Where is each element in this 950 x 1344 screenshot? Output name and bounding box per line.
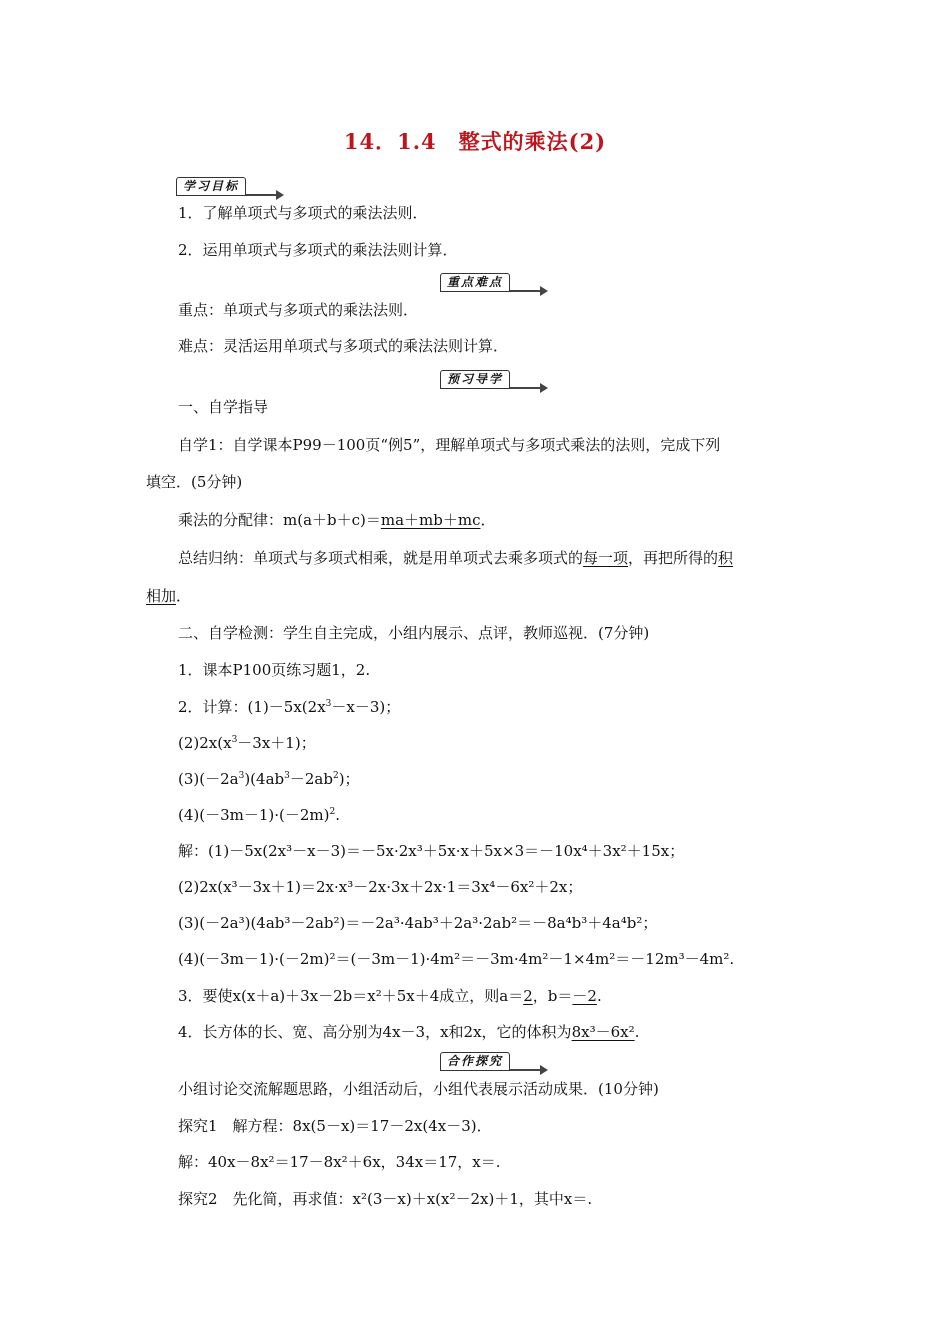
answer-blank: 8x³－6x² — [571, 1023, 635, 1041]
answer-blank: 积 — [718, 549, 734, 567]
explore-1-solution: 解：40x－8x²＝17－8x²＋6x，34x＝17，x＝. — [178, 1153, 501, 1171]
answer-blank: 2 — [523, 987, 533, 1005]
exponent: 3 — [238, 771, 245, 781]
section-badge-keypoints — [440, 270, 550, 292]
exponent: 3 — [284, 771, 290, 781]
explore-1: 探究1 解方程：8x(5－x)＝17－2x(4x－3)． — [178, 1117, 492, 1135]
text: －3x＋1)； — [237, 734, 316, 752]
keypoint-1: 重点：单项式与多项式的乘法法则． — [178, 301, 419, 319]
section-badge-goals — [176, 174, 286, 196]
solution-3: (3)(－2a³)(4ab³－2ab²)＝－2a³·4ab³＋2a³·2ab²＝－8a⁴b³＋4a⁴b²； — [178, 914, 658, 932]
badge-label: 合作探究 — [440, 1052, 510, 1071]
arrow-right-icon — [540, 286, 548, 296]
question-3 — [178, 986, 602, 1006]
question-2-part-3 — [178, 769, 360, 789]
text: 乘法的分配律：m(a＋b＋c)＝ — [178, 511, 381, 529]
text: 总结归纳：单项式与多项式相乘，就是用单项式去乘多项式的 — [178, 549, 584, 567]
text: ． — [176, 587, 192, 605]
text: －x－3)； — [331, 698, 401, 716]
text: (2)2x(x — [178, 734, 232, 752]
text: 2．计算：(1)－5x(2x — [178, 698, 326, 716]
text: 4．长方体的长、宽、高分别为4x－3，x和2x，它的体积为 — [178, 1023, 572, 1041]
text: )(4ab — [244, 770, 285, 788]
self-study-1: 自学1：自学课本P99－100页“例5”，理解单项式与多项式乘法的法则，完成下列 — [178, 436, 721, 454]
arrow-right-icon — [540, 1065, 548, 1075]
question-1: 1．课本P100页练习题1，2. — [178, 661, 371, 679]
self-study-1-cont: 填空．(5分钟) — [146, 473, 243, 491]
section-self-check: 二、自学检测：学生自主完成，小组内展示、点评，教师巡视．(7分钟) — [178, 624, 650, 642]
answer-blank: ma＋mb＋mc — [380, 511, 481, 529]
text: )； — [338, 770, 360, 788]
goal-1: 1．了解单项式与多项式的乘法法则． — [178, 204, 428, 222]
goal-2: 2．运用单项式与多项式的乘法法则计算． — [178, 241, 458, 259]
arrow-right-icon — [276, 190, 284, 200]
text: －2ab — [289, 770, 333, 788]
summary-rule-cont — [146, 586, 191, 606]
exponent: 2 — [332, 771, 339, 781]
solution-4: (4)(－3m－1)·(－2m)²＝(－3m－1)·4m²＝－3m·4m²－1×4m²＝－12m³－4m². — [178, 950, 735, 968]
text: . — [634, 1023, 640, 1041]
exponent: 3 — [231, 735, 238, 745]
arrow-right-icon — [540, 383, 548, 393]
text: . — [335, 806, 341, 824]
text: ，b＝ — [532, 987, 573, 1005]
answer-blank: 每一项 — [583, 549, 629, 567]
badge-label: 预习导学 — [440, 370, 510, 389]
section-badge-preview — [440, 367, 550, 389]
solution-1: 解：(1)－5x(2x³－x－3)＝－5x·2x³＋5x·x＋5x×3＝－10x⁴＋3x²＋15x； — [178, 842, 685, 860]
exponent: 3 — [325, 699, 332, 709]
text: (3)(－2a — [178, 770, 239, 788]
badge-label: 学习目标 — [176, 177, 246, 196]
solution-2: (2)2x(x³－3x＋1)＝2x·x³－2x·3x＋2x·1＝3x⁴－6x²＋2x； — [178, 878, 583, 896]
exponent: 2 — [329, 807, 336, 817]
question-4 — [178, 1022, 639, 1042]
answer-blank: －2 — [572, 987, 597, 1005]
question-2-part-4 — [178, 805, 340, 825]
section-self-guide: 一、自学指导 — [178, 398, 269, 416]
question-2 — [178, 697, 400, 717]
text: ． — [480, 511, 496, 529]
text: ，再把所得的 — [628, 549, 719, 567]
section-badge-explore — [440, 1049, 550, 1071]
page-title: 14．1.4 整式的乘法(2) — [343, 129, 607, 154]
summary-rule — [178, 548, 733, 568]
question-2-part-2 — [178, 733, 316, 753]
explore-2: 探究2 先化简，再求值：x²(3－x)＋x(x²－2x)＋1，其中x＝. — [178, 1190, 593, 1208]
explore-intro: 小组讨论交流解题思路，小组活动后，小组代表展示活动成果．(10分钟) — [178, 1080, 659, 1098]
text: (4)(－3m－1)·(－2m) — [178, 806, 330, 824]
answer-blank: 相加 — [146, 587, 177, 605]
text: 3．要使x(x＋a)＋3x－2b＝x²＋5x＋4成立，则a＝ — [178, 987, 524, 1005]
text: . — [596, 987, 602, 1005]
badge-label: 重点难点 — [440, 273, 510, 292]
keypoint-2: 难点：灵活运用单项式与多项式的乘法法则计算． — [178, 337, 509, 355]
distributive-law — [178, 510, 496, 530]
